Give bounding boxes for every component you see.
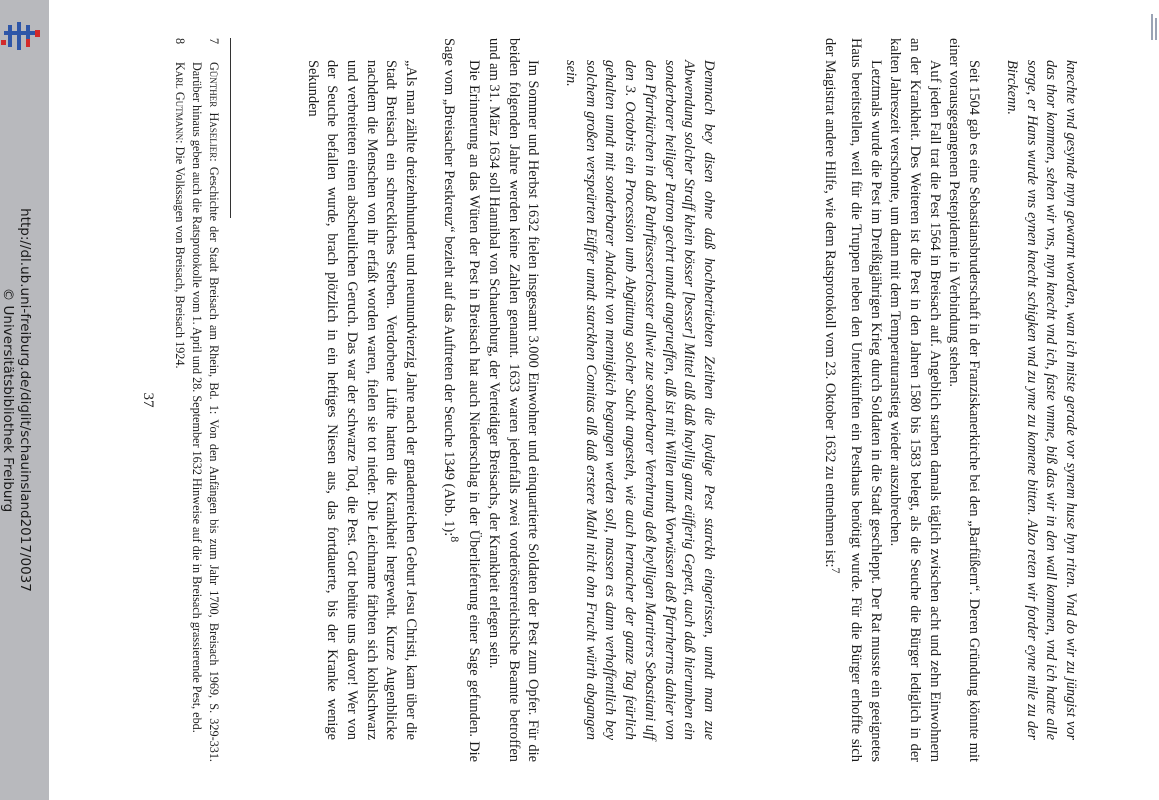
text-block-top — [820, 38, 1080, 762]
footnote-author: Günther Haselier — [207, 62, 221, 159]
footnote-text: : Geschichte der Stadt Breisach am Rhein, Bd. 1: Von den Anfängen bis zum Jahr 1700, Breisach 1969, S. 329-331. Darüber hinaus geben auch die Ratsprotokolle vom 1. April und 28. September 1632 Hinweise auf die in Breisach grassierende Pest, ebd. — [190, 62, 221, 762]
footnote-ref: 7 — [829, 567, 844, 574]
footnotes — [172, 38, 231, 762]
body-paragraph: Seit 1504 gab es eine Sebastiansbruderschaft in der Franziskanerkirche bei den „Barfüßern“. Deren Gründung könnte mit einer vorausgegangenen Pestepidemie in Verbindung stehen. — [946, 38, 983, 762]
footnote — [172, 38, 189, 762]
quote-paragraph: knechte vnd gesynde myn gewarnt worden, wan ich miste gerade vor synem huse hyn riten. Vnd do wir zu jüngist vor das thor kommen, sehen wir vns, myn knecht vnd ich, faste vmme, biß das wir in den wall kommen, vnd ich hatte alle sorge, er Hans wurde vns eynen knecht schigken vnd zu yme zu komene bitten. Alzo reten wir forder eyne mile zu der Birckenn. — [1003, 60, 1079, 740]
footnote-rule — [230, 38, 231, 218]
text-block-middle — [302, 38, 718, 762]
viewer-sidebar — [0, 0, 49, 800]
document-url[interactable]: http://dl.ub.uni-freiburg.de/diglit/schauinsland2017/0037 — [17, 208, 33, 592]
body-paragraph: Auf jeden Fall trat die Pest 1564 in Breisach auf. Angeblich starben damals täglich zwischen acht und zehn Einwohnern an der Krankheit. Des Weiteren ist die Pest in den Jahren 1580 bis 1583 belegt, als die Seuche die Bürger lediglich in der kalten Jahreszeit verschonte, um dann mit dem Temperaturanstieg wieder auszubrechen. — [887, 38, 943, 762]
footnote — [188, 38, 222, 762]
page-number: 37 — [140, 392, 156, 408]
body-paragraph-text: Letztmals wurde die Pest im Dreißigjährigen Krieg durch Soldaten in die Stadt geschleppt. Der Rat musste ein geeignetes Haus bereitstellen, weil für die Truppen neben den Unterkünften ein Pesthaus benötigt wurde. Für die Bürger erhoffte sich der Magistrat andere Hilfe, wie dem Ratsprotokoll vom 23. Oktober 1632 zu entnehmen ist: — [822, 38, 884, 762]
copyright-notice: © Universitätsbibliothek Freiburg — [0, 287, 16, 513]
footnote-number: 8 — [173, 38, 188, 45]
document-page — [104, 20, 1104, 780]
body-paragraph-text: Die Erinnerung an das Wüten der Pest in Breisach hat auch Niederschlag in der Überlieferung einer Sage gefunden. Die Sage vom „Breisacher Pestkreuz“ bezieht auf das Auftreten der Seuche 1349 (Abb. 1): — [440, 38, 483, 762]
footnote-author: Karl Gutmann — [173, 62, 188, 141]
body-paragraph: Im Sommer und Herbst 1632 fielen insgesamt 3.000 Einwohner und einquartierte Soldaten der Pest zum Opfer. Für die beiden folgenden Jahre werden keine Zahlen genannt. 1633 waren jedenfalls zwei vorderösterreichische Beamte betroffen und am 31. März 1634 soll Hannibal von Schauenburg, der Verteidiger Breisachs, der Krankheit erlegen sein. — [485, 38, 542, 762]
quote-paragraph: Demnach bey disen ohne daß hochbetrüebten Zeithen die laydige Pest starckh eingerissen, unndt man zue Abwendung solcher Straff khein bösser [besser] Mittel alß daß hayllig ganz eüfferig Gepett, auch daß hierumben ein sonderbarer heiliger Patron gechrt unndt angerueffen, alß ist mit Willen unndt Vorwüssen deß Pfarrherrns dahier von den Pfarrkürchen in daß Pahrfüesserclosster allwie zue sonderbarer Verehrung deß heylligen Martirers Sebastiani uff den 3. Octobris ein Procession umb Abgüttung solcher Sucht angesteh, wie auch hernacher der ganze Tag feürlich gehalten unndt mit sonderbarer Andacht von mennigkich begangen werden soll, massen es dann verhoffentlich bey solchem großen verspeürten Eüffer unndt starckhen Comitas alß daß erstere Mahl nicht ohn Frucht würth abgangen sein. — [563, 60, 717, 740]
body-paragraph — [438, 38, 483, 762]
body-paragraph — [820, 38, 885, 762]
footnote-number: 7 — [207, 38, 221, 45]
quote-paragraph: „Als man zählte dreizehnhundert und neunundvierzig Jahre nach der gnadenreichen Geburt Jesu Christi, kam über die Stadt Breisach ein schreckliches Sterben. Verdorbene Lüfte hatten die Krankheit hergeweht. Kurze Augenblicke nachdem die Menschen von ihr erfaßt worden waren, fielen sie tot nieder. Die Leichname färbten sich kohlschwarz und verbreiteten einen abscheulichen Geruch. Das war der schwarze Tod, die Pest. Gott behüte uns davor! Wer von der Seuche befallen wurde, brach plötzlich in ein heftiges Niesen aus, das fortdauerte, bis der Kranke wenige Sekunden — [304, 60, 420, 740]
page-viewport — [49, 0, 1159, 800]
footnote-ref: 8 — [447, 536, 462, 543]
footnote-text: : Die Volkssagen von Breisach, Breisach 1924. — [173, 140, 188, 369]
